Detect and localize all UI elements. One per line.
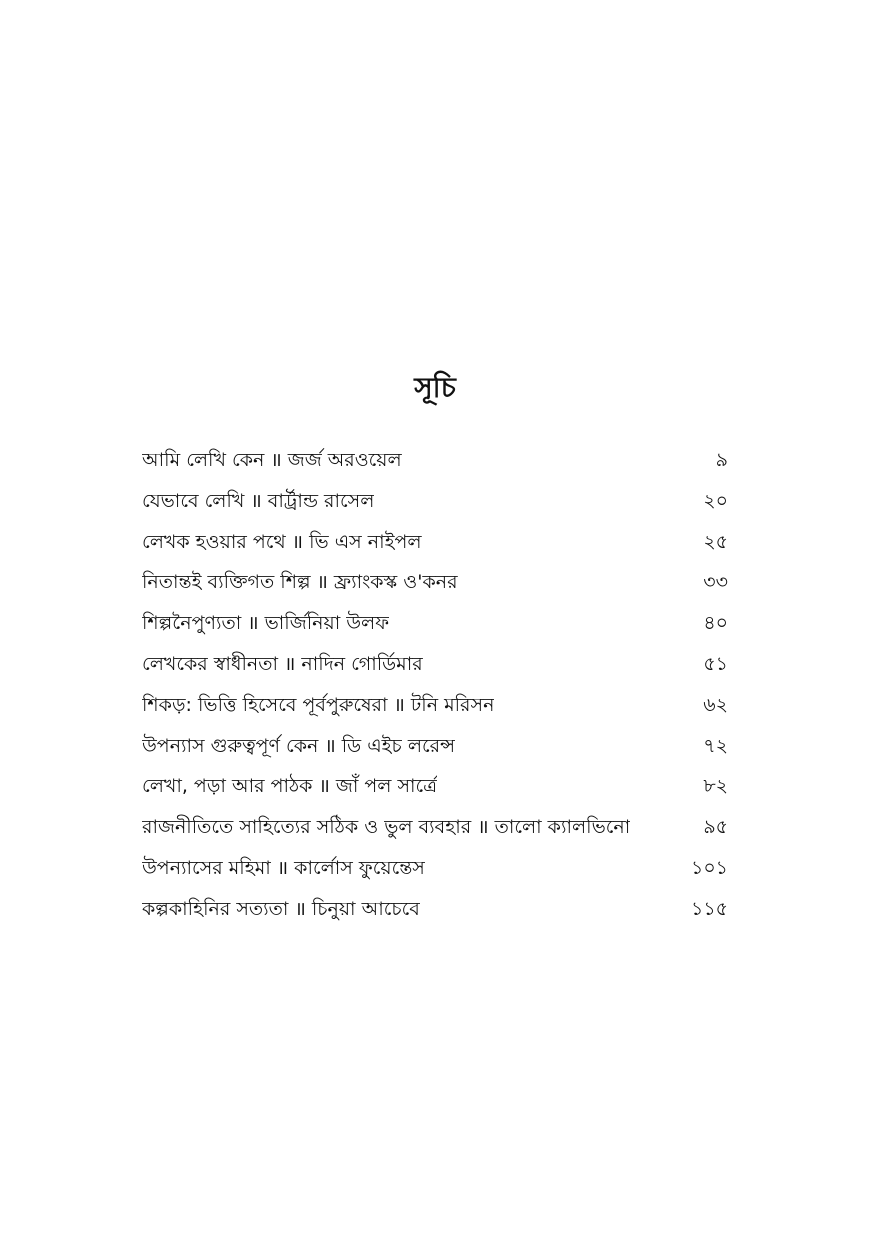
toc-entry bbox=[142, 685, 728, 726]
toc-entry-text bbox=[142, 644, 423, 685]
page-number: ৪০ bbox=[703, 612, 728, 635]
toc-entry-text bbox=[142, 685, 494, 726]
separator: ॥ bbox=[316, 571, 328, 594]
separator: ॥ bbox=[477, 816, 489, 839]
toc-entry-text bbox=[142, 848, 425, 889]
separator: ॥ bbox=[393, 693, 405, 716]
toc-entry-text bbox=[142, 766, 437, 807]
toc-entry bbox=[142, 481, 728, 522]
toc-entry bbox=[142, 848, 728, 889]
page-number: ৬২ bbox=[703, 693, 728, 716]
separator: ॥ bbox=[318, 775, 330, 798]
toc-entry bbox=[142, 889, 728, 930]
separator: ॥ bbox=[291, 530, 304, 553]
toc-entry-text bbox=[142, 481, 374, 522]
essay-title: শিল্পনৈপুণ্যতা bbox=[142, 612, 242, 635]
essay-author: কার্লোস ফুয়েন্তেস bbox=[294, 856, 425, 879]
essay-author: ডি এইচ লরেন্স bbox=[341, 734, 456, 757]
essay-title: উপন্যাস গুরুত্বপূর্ণ কেন bbox=[142, 734, 319, 757]
essay-title: নিতান্তই ব্যক্তিগত শিল্প bbox=[142, 571, 311, 594]
toc-entry bbox=[142, 726, 728, 767]
separator: ॥ bbox=[250, 489, 262, 512]
separator: ॥ bbox=[247, 612, 259, 635]
separator: ॥ bbox=[294, 897, 306, 920]
essay-author: চিনুয়া আচেবে bbox=[311, 897, 420, 920]
essay-author: জর্জ অরওয়েল bbox=[287, 449, 402, 471]
page-number: ৮২ bbox=[703, 775, 728, 798]
essay-title: আমি লেখি কেন bbox=[142, 449, 265, 471]
toc-entry bbox=[142, 562, 728, 603]
page-number: ১০১ bbox=[690, 856, 728, 879]
page-number: ৩৩ bbox=[703, 571, 728, 594]
page-number: ৯ bbox=[715, 449, 728, 471]
essay-author: টনি মরিসন bbox=[410, 693, 495, 716]
page-number: ৭২ bbox=[703, 734, 728, 757]
essay-author: বার্ট্রান্ড রাসেল bbox=[267, 489, 375, 512]
toc-entry bbox=[142, 440, 728, 481]
essay-author: ফ্র্যাংকস্ক ও'কনর bbox=[333, 571, 458, 594]
essay-author: ভি এস নাইপল bbox=[309, 530, 422, 553]
page-number: ৫১ bbox=[703, 652, 728, 675]
page-number: ২০ bbox=[703, 489, 728, 512]
toc-entry-text bbox=[142, 440, 402, 481]
toc-entry bbox=[142, 603, 728, 644]
essay-title: রাজনীতিতে সাহিত্যের সঠিক ও ভুল ব্যবহার bbox=[142, 816, 472, 839]
toc-entry bbox=[142, 807, 728, 848]
separator: ॥ bbox=[284, 652, 296, 675]
page-title: সূচি bbox=[414, 371, 456, 404]
essay-author: ভার্জিনিয়া উলফ bbox=[264, 612, 390, 635]
table-of-contents bbox=[142, 440, 728, 930]
toc-entry-text bbox=[142, 562, 458, 603]
toc-entry bbox=[142, 522, 728, 563]
separator: ॥ bbox=[276, 856, 289, 879]
essay-title: লেখকের স্বাধীনতা bbox=[142, 652, 279, 675]
page-number: ১১৫ bbox=[691, 897, 728, 920]
essay-author: জাঁ পল সার্ত্রে bbox=[335, 775, 438, 798]
toc-entry-text bbox=[142, 807, 630, 848]
separator: ॥ bbox=[270, 449, 282, 471]
essay-title: শিকড়: ভিত্তি হিসেবে পূর্বপুরুষেরা bbox=[142, 693, 388, 716]
page-number: ৯৫ bbox=[703, 816, 728, 839]
essay-title: লেখক হওয়ার পথে bbox=[142, 530, 286, 553]
essay-title: লেখা, পড়া আর পাঠক bbox=[142, 775, 313, 798]
essay-title: উপন্যাসের মহিমা bbox=[142, 856, 271, 879]
essay-author: তালো ক্যালভিনো bbox=[494, 816, 631, 839]
page-number: ২৫ bbox=[703, 530, 728, 553]
toc-entry bbox=[142, 644, 728, 685]
essay-author: নাদিন গোর্ডিমার bbox=[301, 652, 423, 675]
toc-entry-text bbox=[142, 603, 389, 644]
essay-title: যেভাবে লেখি bbox=[142, 489, 245, 512]
toc-entry bbox=[142, 766, 728, 807]
toc-entry-text bbox=[142, 726, 455, 767]
separator: ॥ bbox=[324, 734, 336, 757]
essay-title: কল্পকাহিনির সত্যতা bbox=[142, 897, 289, 920]
toc-entry-text bbox=[142, 522, 422, 563]
toc-entry-text bbox=[142, 889, 420, 930]
